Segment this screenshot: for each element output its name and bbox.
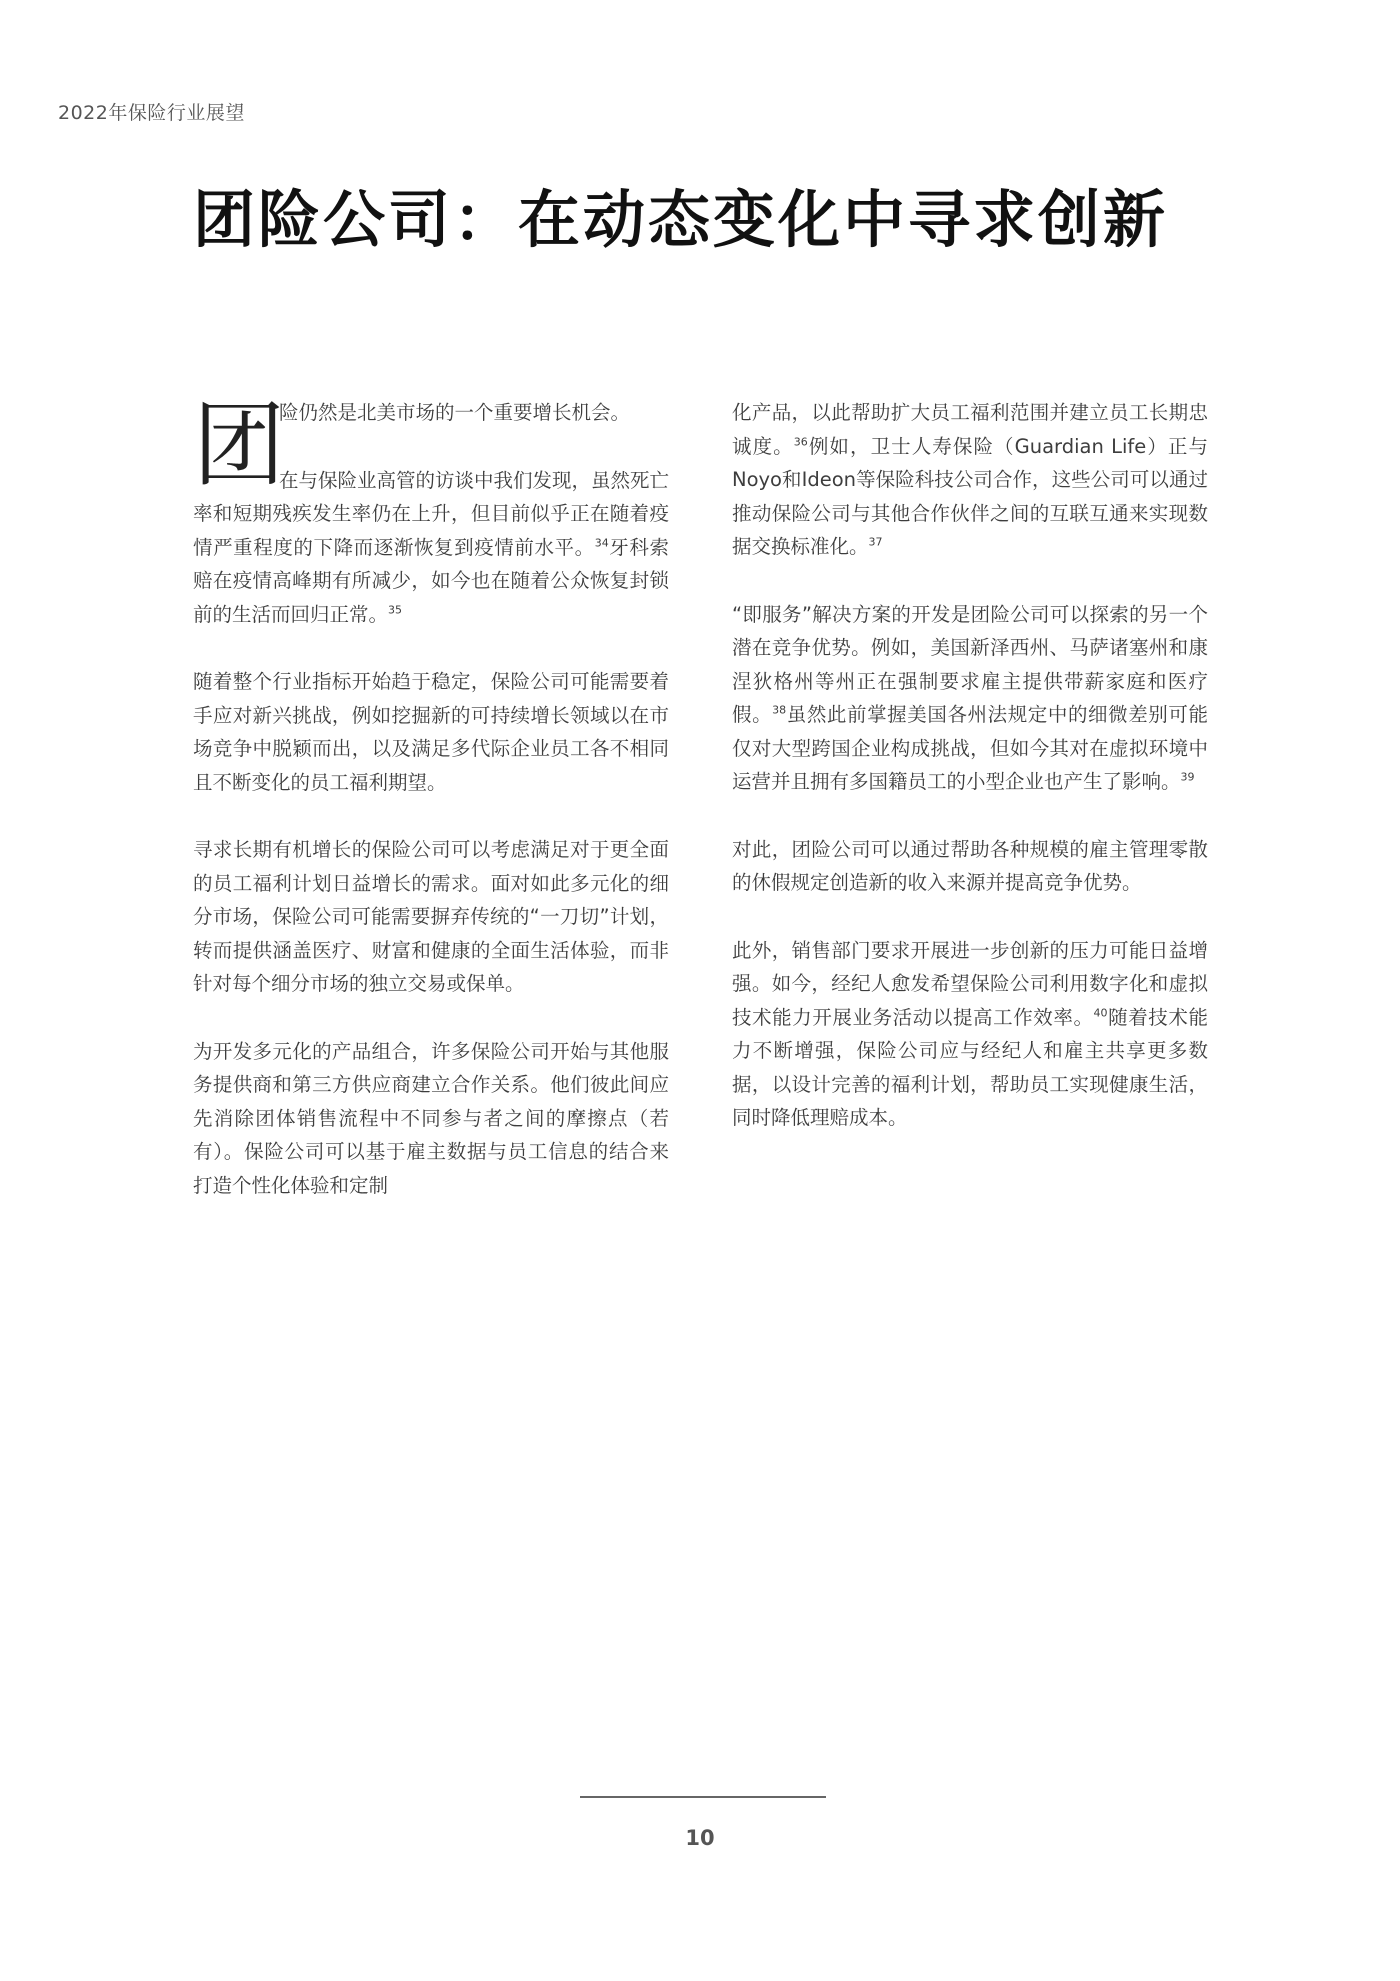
paragraph: 对此，团险公司可以通过帮助各种规模的雇主管理零散的休假规定创造新的收入来源并提高竞争优势。: [732, 837, 1208, 894]
page-title: 团险公司：在动态变化中寻求创新: [193, 183, 1169, 256]
footnote-ref: 39: [1180, 770, 1195, 784]
paragraph: 为开发多元化的产品组合，许多保险公司开始与其他服务提供商和第三方供应商建立合作关系。他们彼此间应先消除团体销售流程中不同参与者之间的摩擦点（若有）。保险公司可以基于雇主数据与员工信息的结合来打造个性化体验和定制: [193, 1039, 669, 1197]
paragraph: 化产品，以此帮助扩大员工福利范围并建立员工长期忠诚度。$^{36}$例如，卫士人寿保险（Guardian Life）正与Noyo和Ideon等保险科技公司合作，这些公司可以通过推动保险公司与其他合作伙伴之间的互联互通来实现数据交换标准化。$^{37}$: [732, 401, 1208, 558]
paragraph: 寻求长期有机增长的保险公司可以考虑满足对于更全面的员工福利计划日益增长的需求。面对如此多元化的细分市场，保险公司可能需要摒弃传统的“一刀切”计划，转而提供涵盖医疗、财富和健康的全面生活体验，而非针对每个细分市场的独立交易或保单。: [193, 838, 669, 995]
paragraph: 险仍然是北美市场的一个重要增长机会。: [279, 401, 631, 424]
paragraph: 随着整个行业指标开始趋于稳定，保险公司可能需要着手应对新兴挑战，例如挖掘新的可持续增长领域以在市场竞争中脱颖而出，以及满足多代际企业员工各不相同且不断变化的员工福利期望。: [193, 670, 669, 794]
footnote-ref: 34: [594, 536, 609, 549]
right-column: [732, 396, 1208, 1169]
paragraph: “即服务”解决方案的开发是团险公司可以探索的另一个潜在竞争优势。例如，美国新泽西州、马萨诸塞州和康涅狄格州等州正在强制要求雇主提供带薪家庭和医疗假。$^{38}$虽然此前掌握美国各州法规定中的细微差别可能仅对大型跨国企业构成挑战，但如今其对在虚拟环境中运营并且拥有多国籍员工的小型企业也产生了影响。$^{39}$: [732, 602, 1208, 793]
running-header: 2022年保险行业展望: [58, 102, 245, 124]
footnote-ref: 35: [388, 603, 403, 616]
footer-divider: [580, 1796, 826, 1798]
footnote-ref: 40: [1093, 1006, 1108, 1019]
paragraph: 此外，销售部门要求开展进一步创新的压力可能日益增强。如今，经纪人愈发希望保险公司利用数字化和虚拟技术能力开展业务活动以提高工作效率。$^{40}$随着技术能力不断增强，保险公司应与经纪人和雇主共享更多数据，以设计完善的福利计划，帮助员工实现健康生活，同时降低理赔成本。: [732, 938, 1208, 1129]
left-column: [193, 392, 670, 1236]
page-number: 10: [685, 1826, 715, 1850]
paragraph: 在与保险业高管的访谈中我们发现，虽然死亡率和短期残疾发生率仍在上升，但目前似乎正在随着疫情严重程度的下降而逐渐恢复到疫情前水平。$^{34}$牙科索赔在疫情高峰期有所减少，如今也在随着公众恢复封锁前的生活而回归正常。$^{35}$: [193, 468, 670, 626]
footnote-ref: 38: [772, 703, 787, 717]
intro-block: [193, 392, 670, 631]
drop-cap: 团: [193, 392, 286, 499]
footnote-ref: 37: [868, 535, 883, 549]
footnote-ref: 36: [793, 435, 808, 448]
